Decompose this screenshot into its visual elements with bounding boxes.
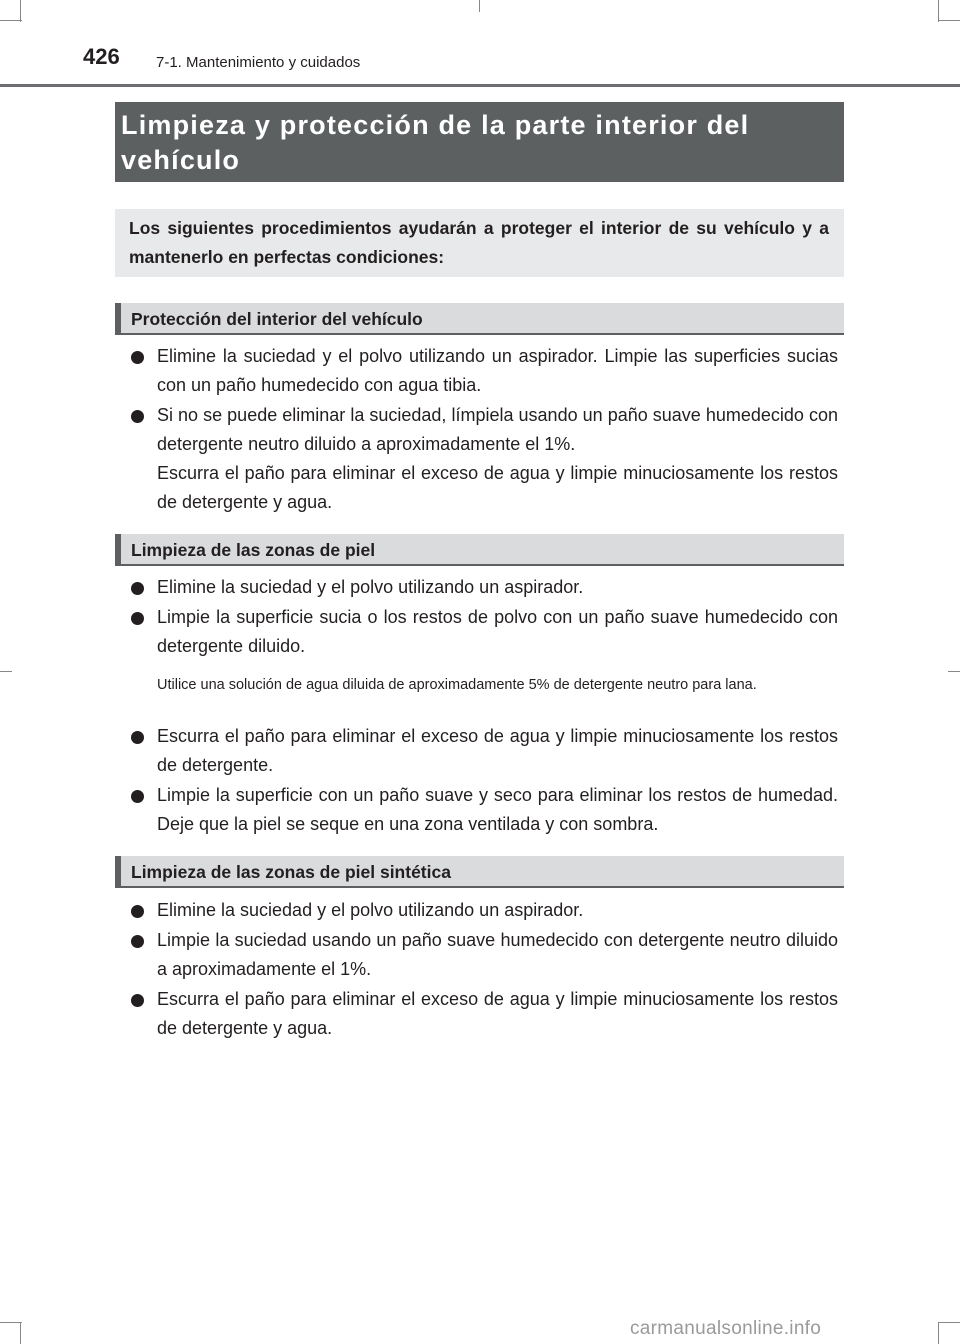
list-item-text: Elimine la suciedad y el polvo utilizando un aspirador. [157,577,584,597]
list-item-text: Escurra el paño para eliminar el exceso de agua y limpie minuciosamente los restos de detergente y agua. [157,989,838,1038]
crop-mark [479,0,480,12]
bullet-list-piel-sintetica [129,896,838,1044]
section-heading: Protección del interior del vehículo [131,309,423,329]
list-item [129,781,838,839]
bullet-list-proteccion [129,342,838,518]
crop-mark [0,20,22,21]
list-item [129,926,838,984]
page-title: Limpieza y protección de la parte interior del vehículo [121,110,750,175]
crop-mark [20,0,21,22]
bullet-icon [131,351,144,364]
bullet-icon [131,994,144,1007]
section-header-piel-sintetica [115,856,844,888]
list-item [129,722,838,780]
intro-text: Los siguientes procedimientos ayudarán a proteger el interior de su vehículo y a mantenerlo en perfectas condiciones: [129,218,829,267]
list-item [129,603,838,661]
note-text: Utilice una solución de agua diluida de aproximadamente 5% de detergente neutro para lana. [157,677,757,693]
list-item [129,896,838,925]
page-number: 426 [83,44,120,69]
bullet-icon [131,612,144,625]
list-item [129,573,838,602]
list-item-text: Limpie la superficie sucia o los restos de polvo con un paño suave humedecido con detergente diluido. [157,607,838,656]
crop-mark [938,20,960,21]
bullet-list-piel-cont [129,722,838,840]
bullet-icon [131,731,144,744]
crop-mark [948,671,960,672]
crop-mark [0,1322,22,1323]
crop-mark [938,0,939,22]
list-item [129,342,838,400]
list-item-text: Elimine la suciedad y el polvo utilizando un aspirador. Limpie las superficies sucias con un paño humedecido con agua tibia. [157,346,838,395]
bullet-list-piel [129,573,838,662]
bullet-icon [131,935,144,948]
section-header-proteccion [115,303,844,335]
crop-mark [938,1322,939,1344]
bullet-icon [131,905,144,918]
list-item-text: Limpie la superficie con un paño suave y seco para eliminar los restos de humedad. Deje que la piel se seque en una zona ventilada y con sombra. [157,785,838,834]
watermark: carmanualsonline.info [630,1318,822,1339]
list-item-text: Elimine la suciedad y el polvo utilizando un aspirador. [157,900,584,920]
section-header-piel [115,534,844,566]
list-item [129,985,838,1043]
crop-mark [20,1322,21,1344]
crop-mark [938,1322,960,1323]
intro-box [115,209,844,277]
bullet-icon [131,410,144,423]
list-item-text: Escurra el paño para eliminar el exceso de agua y limpie minuciosamente los restos de detergente. [157,726,838,775]
crop-mark [0,671,12,672]
list-item-text: Si no se puede eliminar la suciedad, límpiela usando un paño suave humedecido con detergente neutro diluido a aproximadamente el 1%. [157,405,838,454]
section-heading: Limpieza de las zonas de piel sintética [131,862,451,882]
bullet-icon [131,582,144,595]
list-item [129,401,838,517]
list-item-continuation: Escurra el paño para eliminar el exceso de agua y limpie minuciosamente los restos de detergente y agua. [157,463,838,512]
list-item-text: Limpie la suciedad usando un paño suave humedecido con detergente neutro diluido a aproximadamente el 1%. [157,930,838,979]
bullet-icon [131,790,144,803]
title-band [115,102,844,182]
section-heading: Limpieza de las zonas de piel [131,540,376,560]
chapter-title: 7-1. Mantenimiento y cuidados [156,54,361,71]
header-rule [0,84,960,87]
